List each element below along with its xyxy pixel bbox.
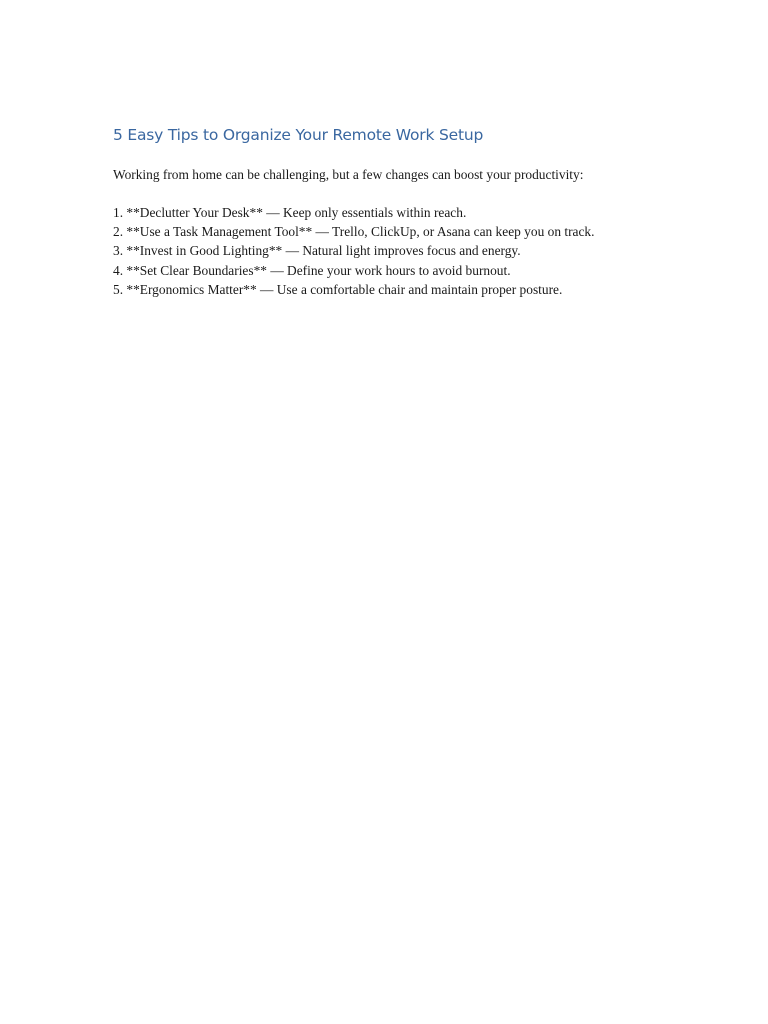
tip-item-1: 1. **Declutter Your Desk** — Keep only essentials within reach. — [113, 205, 467, 220]
document-body — [113, 124, 713, 299]
tip-item-4: 4. **Set Clear Boundaries** — Define your work hours to avoid burnout. — [113, 262, 511, 278]
tip-item-2: 2. **Use a Task Management Tool** — Trello, ClickUp, or Asana can keep you on track. — [113, 224, 595, 240]
document-title: 5 Easy Tips to Organize Your Remote Work Setup — [113, 126, 484, 144]
intro-paragraph: Working from home can be challenging, but a few changes can boost your productivity: — [113, 167, 584, 182]
tip-item-5: 5. **Ergonomics Matter** — Use a comfortable chair and maintain proper posture. — [113, 281, 563, 297]
tips-list — [113, 203, 713, 299]
tip-item-3: 3. **Invest in Good Lighting** — Natural light improves focus and energy. — [113, 243, 521, 259]
